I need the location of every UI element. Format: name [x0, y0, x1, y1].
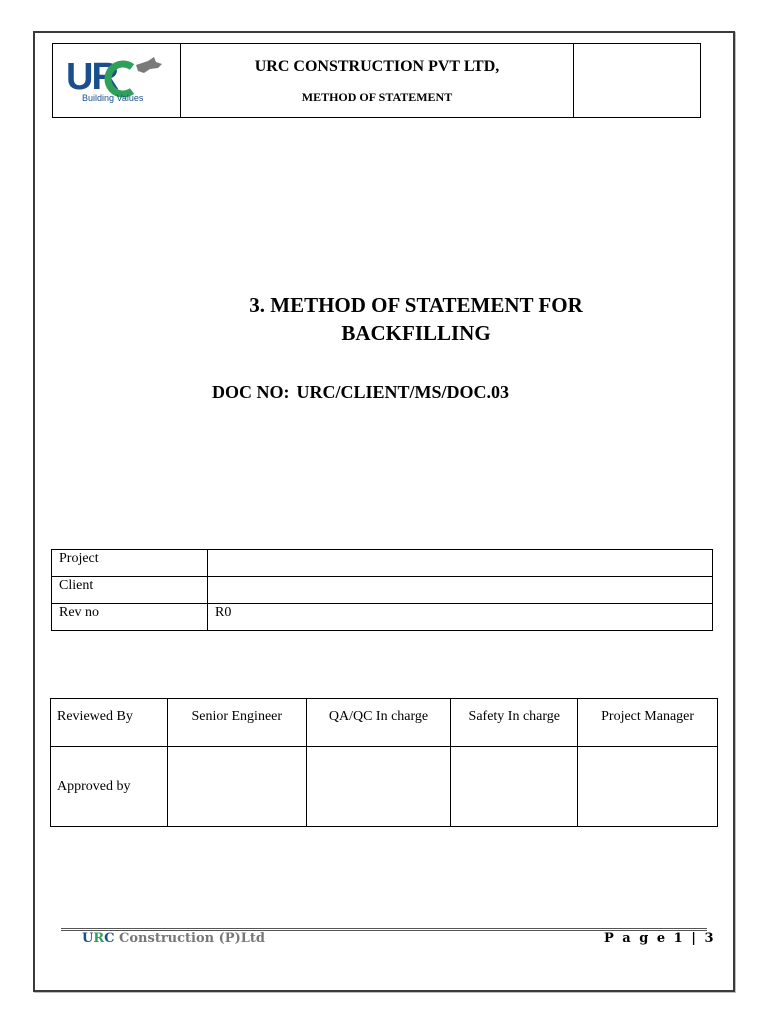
footer-brand-c: C [104, 931, 115, 946]
signature-cell [167, 747, 306, 827]
title-line-1: 3. METHOD OF STATEMENT FOR [249, 293, 583, 317]
info-label-rev: Rev no [52, 604, 208, 631]
document-title [180, 291, 652, 347]
info-value-rev: R0 [208, 604, 713, 631]
doc-number-label: DOC NO: [212, 382, 290, 402]
info-label-project: Project [52, 550, 208, 577]
footer-company-text: Construction (P)Ltd [114, 931, 265, 946]
header-table [52, 43, 701, 118]
page-frame [33, 31, 735, 992]
signature-cell [451, 747, 578, 827]
logo-text: UR [65, 56, 117, 98]
approved-by-row [51, 747, 718, 827]
footer-brand-r: R [93, 931, 105, 946]
info-row [52, 577, 713, 604]
doc-type: METHOD OF STATEMENT [301, 90, 453, 104]
logo-tagline: Building Values [81, 93, 143, 103]
senior-engineer-cell: Senior Engineer [167, 699, 306, 747]
reviewed-by-cell: Reviewed By [51, 699, 168, 747]
info-row [52, 550, 713, 577]
urc-logo [62, 53, 172, 103]
title-line-2: BACKFILLING [341, 321, 491, 345]
logo-cell [53, 44, 181, 118]
info-row [52, 604, 713, 631]
project-manager-cell: Project Manager [578, 699, 718, 747]
signature-cell [306, 747, 451, 827]
footer-brand-u: U [82, 931, 94, 946]
page-number: P a g e 1 | 3 [604, 931, 716, 946]
info-value-client [208, 577, 713, 604]
qaqc-cell: QA/QC In charge [306, 699, 451, 747]
signature-cell [578, 747, 718, 827]
info-label-client: Client [52, 577, 208, 604]
doc-number [212, 382, 509, 403]
doc-number-value: URC/CLIENT/MS/DOC.03 [296, 382, 510, 402]
info-value-project [208, 550, 713, 577]
approved-by-cell: Approved by [51, 747, 168, 827]
safety-cell: Safety In charge [451, 699, 578, 747]
approval-header-row [51, 699, 718, 747]
info-table [51, 549, 713, 631]
approval-table [50, 698, 718, 827]
company-name: URC CONSTRUCTION PVT LTD, [254, 58, 500, 75]
company-cell [181, 44, 574, 118]
header-empty-cell [574, 44, 701, 118]
footer-company [82, 931, 265, 946]
